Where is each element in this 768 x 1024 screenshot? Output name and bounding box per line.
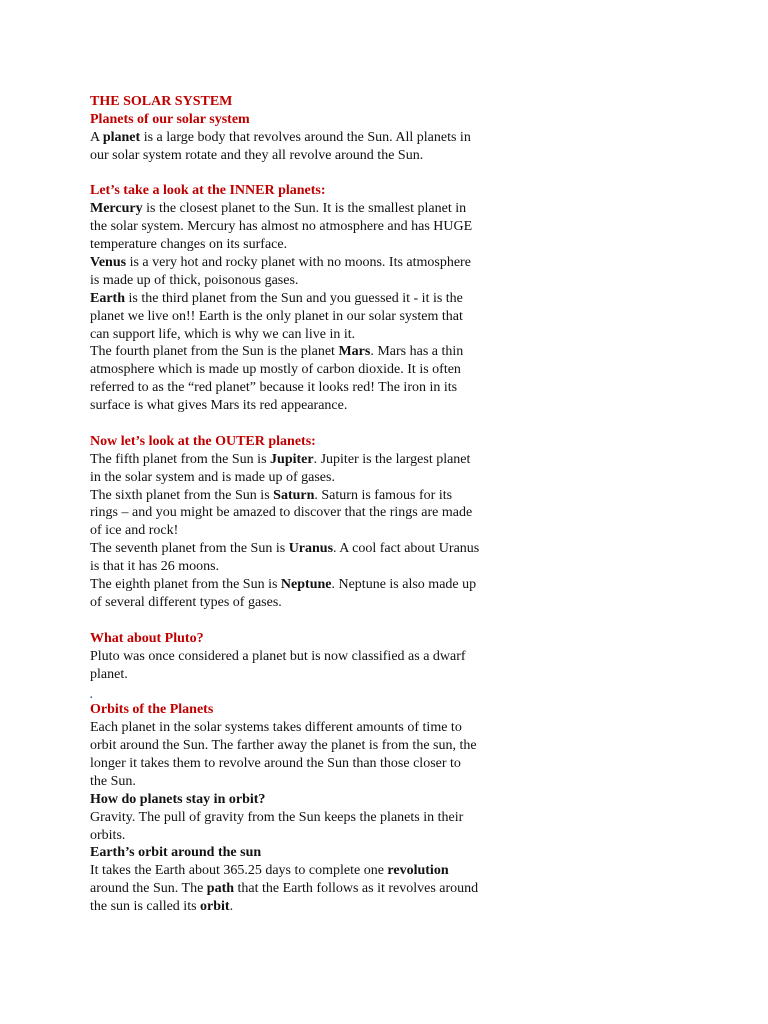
text-run: referred to as the “red planet” because it looks red! The iron in its [90, 380, 458, 396]
text-line [90, 880, 515, 898]
text-run: the Sun. [90, 773, 136, 789]
text-line [90, 558, 515, 576]
text-run: in the solar system and is made up of gases. [90, 469, 335, 485]
text-run: longer it takes them to revolve around the Sun than those closer to [90, 755, 461, 771]
text-line [90, 719, 515, 737]
bold-term: Venus [90, 255, 127, 271]
text-line [90, 397, 515, 415]
text-line [90, 773, 515, 791]
text-line [90, 809, 515, 827]
pluto-heading: What about Pluto? [90, 630, 204, 646]
text-line [90, 147, 515, 165]
stay-in-orbit-heading: How do planets stay in orbit? [90, 791, 266, 807]
outer-planets-paragraph [90, 451, 515, 612]
text-line [90, 666, 515, 684]
text-run: atmosphere which is made up mostly of carbon dioxide. It is often [90, 362, 461, 378]
text-line [90, 862, 515, 880]
bold-term: Mars [338, 344, 371, 360]
intro-paragraph [90, 129, 515, 165]
text-run: the solar system. Mercury has almost no atmosphere and has HUGE [90, 219, 473, 235]
text-run: rings – and you might be amazed to discover that the rings are made [90, 505, 473, 521]
document-page [90, 93, 515, 916]
text-run: . [229, 899, 234, 915]
text-line [90, 755, 515, 773]
stay-in-orbit-paragraph [90, 809, 515, 845]
text-line [90, 522, 515, 540]
text-line [90, 594, 515, 612]
document-title: THE SOLAR SYSTEM [90, 94, 233, 109]
earth-orbit-paragraph [90, 862, 515, 916]
earth-orbit-heading: Earth’s orbit around the sun [90, 845, 262, 861]
bold-term: Earth [90, 290, 125, 306]
text-line [90, 648, 515, 666]
bold-term: Neptune [280, 577, 332, 593]
text-line [90, 487, 515, 505]
text-line [90, 308, 515, 326]
text-line [90, 827, 515, 845]
text-run: The fourth planet from the Sun is the planet [90, 344, 339, 360]
text-run: is made up of thick, poisonous gases. [90, 272, 299, 288]
text-run: Each planet in the solar systems takes different amounts of time to [90, 720, 462, 736]
text-run: Pluto was once considered a planet but is now classified as a dwarf [90, 648, 466, 664]
text-run: the sun is called its [90, 899, 201, 915]
text-line [90, 343, 515, 361]
bold-term: Saturn [273, 487, 315, 503]
inner-planets-paragraph [90, 200, 515, 415]
text-run: is the third planet from the Sun and you guessed it - it is the [125, 290, 463, 306]
text-run: . Jupiter is the largest planet [313, 451, 471, 467]
dot-mark: . [90, 690, 93, 702]
text-run: The seventh planet from the Sun is [90, 541, 289, 557]
text-line [90, 272, 515, 290]
pluto-paragraph [90, 648, 515, 684]
bold-term: Uranus [288, 541, 334, 557]
text-run: The eighth planet from the Sun is [90, 577, 281, 593]
bold-term: orbit [200, 899, 230, 915]
text-line [90, 504, 515, 522]
text-run: orbits. [90, 827, 126, 843]
text-run: is a large body that revolves around the Sun. All planets in [140, 129, 471, 145]
text-run: can support life, which is why we can live in it. [90, 326, 356, 342]
spacer [90, 165, 515, 183]
inner-planets-heading: Let’s take a look at the INNER planets: [90, 183, 326, 199]
outer-planets-heading: Now let’s look at the OUTER planets: [90, 433, 316, 449]
text-line [90, 290, 515, 308]
text-line [90, 379, 515, 397]
text-run: planet. [90, 666, 128, 682]
text-run: around the Sun. The [90, 881, 207, 897]
text-run: The sixth planet from the Sun is [90, 487, 274, 503]
text-run: planet we live on!! Earth is the only planet in our solar system that [90, 308, 463, 324]
text-run: A [90, 129, 103, 145]
stray-dot-mark [90, 683, 515, 701]
text-line [90, 200, 515, 218]
text-line [90, 326, 515, 344]
text-run: surface is what gives Mars its red appearance. [90, 398, 348, 414]
text-line [90, 129, 515, 147]
text-line [90, 469, 515, 487]
text-run: of ice and rock! [90, 523, 179, 539]
text-run: that the Earth follows as it revolves around [234, 881, 479, 897]
text-run: . Saturn is famous for its [314, 487, 453, 503]
text-line [90, 540, 515, 558]
text-run: is that it has 26 moons. [90, 559, 220, 575]
bold-term: Mercury [90, 201, 143, 217]
text-line [90, 898, 515, 916]
text-run: is a very hot and rocky planet with no moons. Its atmosphere [126, 255, 471, 271]
text-line [90, 451, 515, 469]
text-run: . Mars has a thin [370, 344, 464, 360]
text-run: our solar system rotate and they all revolve around the Sun. [90, 147, 424, 163]
spacer [90, 612, 515, 630]
text-run: of several different types of gases. [90, 594, 282, 610]
bold-term: planet [102, 129, 141, 145]
bold-term: Jupiter [270, 451, 314, 467]
text-run: is the closest planet to the Sun. It is the smallest planet in [142, 201, 467, 217]
text-run: Gravity. The pull of gravity from the Sun keeps the planets in their [90, 809, 464, 825]
bold-term: path [206, 881, 235, 897]
text-line [90, 576, 515, 594]
orbits-heading: Orbits of the Planets [90, 702, 214, 718]
text-run: It takes the Earth about 365.25 days to complete one [90, 863, 388, 879]
text-line [90, 254, 515, 272]
text-run: orbit around the Sun. The farther away the planet is from the sun, the [90, 738, 477, 754]
text-run: . A cool fact about Uranus [333, 541, 480, 557]
text-line [90, 361, 515, 379]
orbits-paragraph [90, 719, 515, 791]
spacer [90, 415, 515, 433]
text-line [90, 236, 515, 254]
text-line [90, 218, 515, 236]
text-run: The fifth planet from the Sun is [90, 451, 271, 467]
text-run: temperature changes on its surface. [90, 237, 288, 253]
document-subtitle: Planets of our solar system [90, 111, 250, 127]
text-line [90, 737, 515, 755]
bold-term: revolution [387, 863, 449, 879]
text-run: . Neptune is also made up [331, 577, 477, 593]
